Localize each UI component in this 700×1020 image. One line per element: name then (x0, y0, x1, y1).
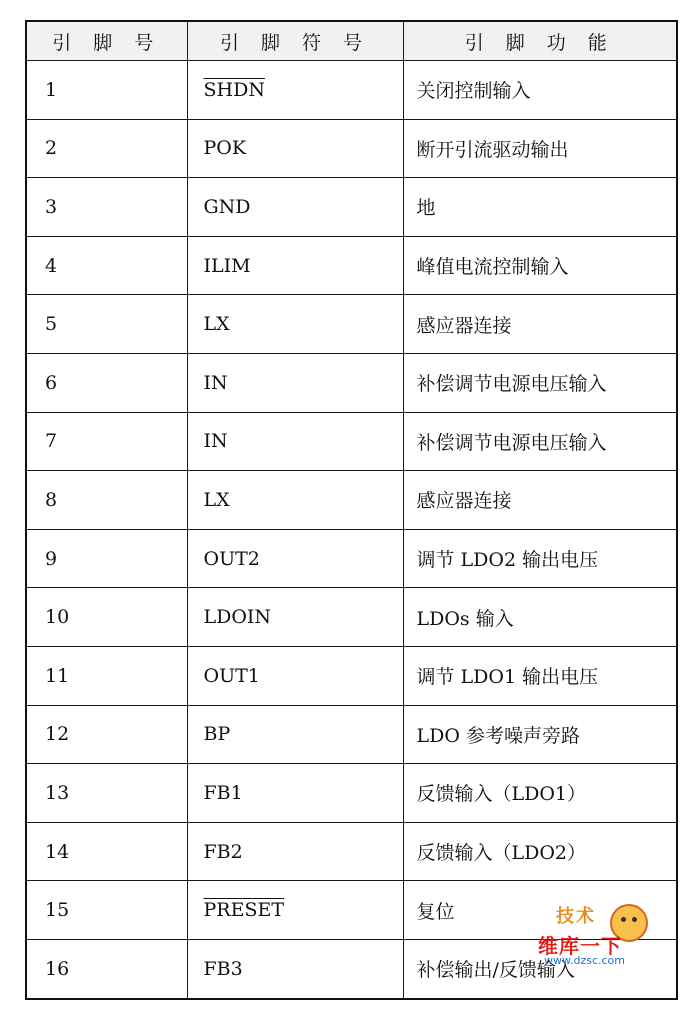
pin-function-cell (403, 178, 677, 237)
watermark-text: 维库一下 (538, 934, 622, 958)
pin-symbol-cell-text: GND (203, 195, 251, 218)
pin-function-cell-text: 补偿输出/反馈输入 (416, 959, 575, 982)
pin-symbol-cell (187, 236, 403, 295)
pin-symbol-cell (187, 119, 403, 178)
pin-number-cell (26, 588, 187, 647)
pin-number-cell (26, 764, 187, 823)
pin-symbol-cell (187, 412, 403, 471)
pin-function-cell-text: 调节 LDO1 输出电压 (416, 666, 599, 689)
pin-function-cell-text: 调节 LDO2 输出电压 (416, 549, 599, 572)
pin-function-table (25, 20, 678, 1000)
table-row (26, 822, 677, 881)
pin-number-cell (26, 529, 187, 588)
pin-number-cell (26, 881, 187, 940)
pin-symbol-cell-text: PRESET (203, 899, 285, 922)
pin-function-cell-text: LDO 参考噪声旁路 (416, 724, 580, 747)
pin-number-cell-text: 7 (45, 430, 58, 453)
pin-number-cell-text: 14 (45, 840, 70, 863)
header-pin-function: 引 脚 功 能 (403, 21, 677, 61)
pin-function-cell-text: LDOs 输入 (416, 607, 514, 630)
pin-symbol-cell-text: FB1 (203, 781, 243, 804)
pin-number-cell-text: 16 (45, 957, 70, 980)
table-row (26, 61, 677, 120)
pin-function-cell-text: 复位 (416, 900, 455, 923)
pin-symbol-cell (187, 705, 403, 764)
table-row (26, 119, 677, 178)
pin-function-cell (403, 822, 677, 881)
table-row (26, 295, 677, 354)
table-row (26, 705, 677, 764)
pin-symbol-cell-text: LX (203, 488, 230, 511)
pin-number-cell-text: 2 (45, 137, 58, 160)
pin-symbol-cell (187, 61, 403, 120)
table-row (26, 529, 677, 588)
table-row (26, 353, 677, 412)
pin-function-cell-text: 关闭控制输入 (416, 80, 531, 103)
pin-symbol-cell (187, 353, 403, 412)
pin-function-cell-text: 反馈输入（LDO1） (416, 783, 587, 806)
pin-number-cell (26, 295, 187, 354)
pin-number-cell-text: 6 (45, 371, 58, 394)
pin-number-cell (26, 236, 187, 295)
pin-number-cell-text: 11 (45, 664, 70, 687)
pin-number-cell-text: 4 (45, 254, 58, 277)
pin-function-cell-text: 地 (416, 197, 436, 220)
pin-symbol-cell (187, 764, 403, 823)
pin-number-cell (26, 939, 187, 998)
pin-function-cell-text: 补偿调节电源电压输入 (416, 431, 607, 454)
pin-number-cell (26, 61, 187, 120)
pin-symbol-cell (187, 295, 403, 354)
pin-number-cell-text: 1 (45, 78, 58, 101)
pin-symbol-cell-text: BP (203, 723, 231, 746)
pin-function-cell-text: 感应器连接 (416, 314, 512, 337)
header-pin-number: 引 脚 号 (26, 21, 187, 61)
pin-symbol-cell (187, 178, 403, 237)
pin-function-cell (403, 529, 677, 588)
pin-symbol-cell-text: IN (203, 371, 228, 394)
pin-symbol-cell (187, 588, 403, 647)
table-row (26, 236, 677, 295)
header-pin-symbol: 引 脚 符 号 (187, 21, 403, 61)
pin-symbol-cell (187, 881, 403, 940)
pin-symbol-cell-text: OUT1 (203, 664, 260, 687)
table-row (26, 412, 677, 471)
table-header-row (26, 21, 677, 61)
pin-number-cell-text: 13 (45, 781, 70, 804)
pin-number-cell (26, 178, 187, 237)
pin-symbol-cell-text: FB2 (203, 840, 243, 863)
pin-function-cell-text: 补偿调节电源电压输入 (416, 373, 607, 396)
pin-number-cell (26, 412, 187, 471)
watermark-url: www.dzsc.com (544, 954, 626, 967)
pin-function-cell (403, 119, 677, 178)
table-row (26, 646, 677, 705)
pin-function-cell (403, 705, 677, 764)
pin-function-cell (403, 236, 677, 295)
pin-symbol-cell (187, 529, 403, 588)
table-row (26, 471, 677, 530)
pin-number-cell (26, 705, 187, 764)
pin-function-cell (403, 295, 677, 354)
pin-number-cell-text: 5 (45, 313, 58, 336)
pin-symbol-cell (187, 646, 403, 705)
pin-function-cell-text: 感应器连接 (416, 490, 512, 513)
pin-symbol-cell-text: LDOIN (203, 606, 272, 629)
pin-function-cell (403, 764, 677, 823)
pin-symbol-cell (187, 939, 403, 998)
pin-symbol-cell-text: OUT2 (203, 547, 260, 570)
pin-function-cell (403, 353, 677, 412)
pin-symbol-cell-text: SHDN (203, 78, 265, 101)
pin-function-cell (403, 412, 677, 471)
pin-number-cell-text: 8 (45, 488, 58, 511)
pin-number-cell (26, 353, 187, 412)
pin-number-cell-text: 9 (45, 547, 58, 570)
table-row (26, 178, 677, 237)
pin-number-cell (26, 646, 187, 705)
pin-symbol-cell-text: IN (203, 430, 228, 453)
pin-function-cell-text: 反馈输入（LDO2） (416, 842, 587, 865)
pin-function-cell (403, 646, 677, 705)
pin-symbol-cell-text: LX (203, 313, 230, 336)
pin-number-cell (26, 119, 187, 178)
watermark-logo (538, 902, 663, 970)
pin-symbol-cell-text: ILIM (203, 254, 251, 277)
pin-number-cell-text: 10 (45, 606, 70, 629)
pin-number-cell-text: 15 (45, 899, 70, 922)
pin-number-cell (26, 471, 187, 530)
pin-number-cell-text: 3 (45, 195, 58, 218)
watermark-badge: 技术 (556, 906, 596, 927)
pin-function-cell (403, 61, 677, 120)
pin-function-cell-text: 断开引流驱动输出 (416, 138, 569, 161)
table-row (26, 764, 677, 823)
pin-symbol-cell (187, 471, 403, 530)
pin-function-cell (403, 588, 677, 647)
pin-function-cell (403, 471, 677, 530)
pin-symbol-cell-text: FB3 (203, 957, 243, 980)
pin-number-cell (26, 822, 187, 881)
pin-symbol-cell-text: POK (203, 137, 247, 160)
pin-number-cell-text: 12 (45, 723, 70, 746)
pin-symbol-cell (187, 822, 403, 881)
pin-function-cell-text: 峰值电流控制输入 (416, 256, 569, 279)
table-row (26, 588, 677, 647)
